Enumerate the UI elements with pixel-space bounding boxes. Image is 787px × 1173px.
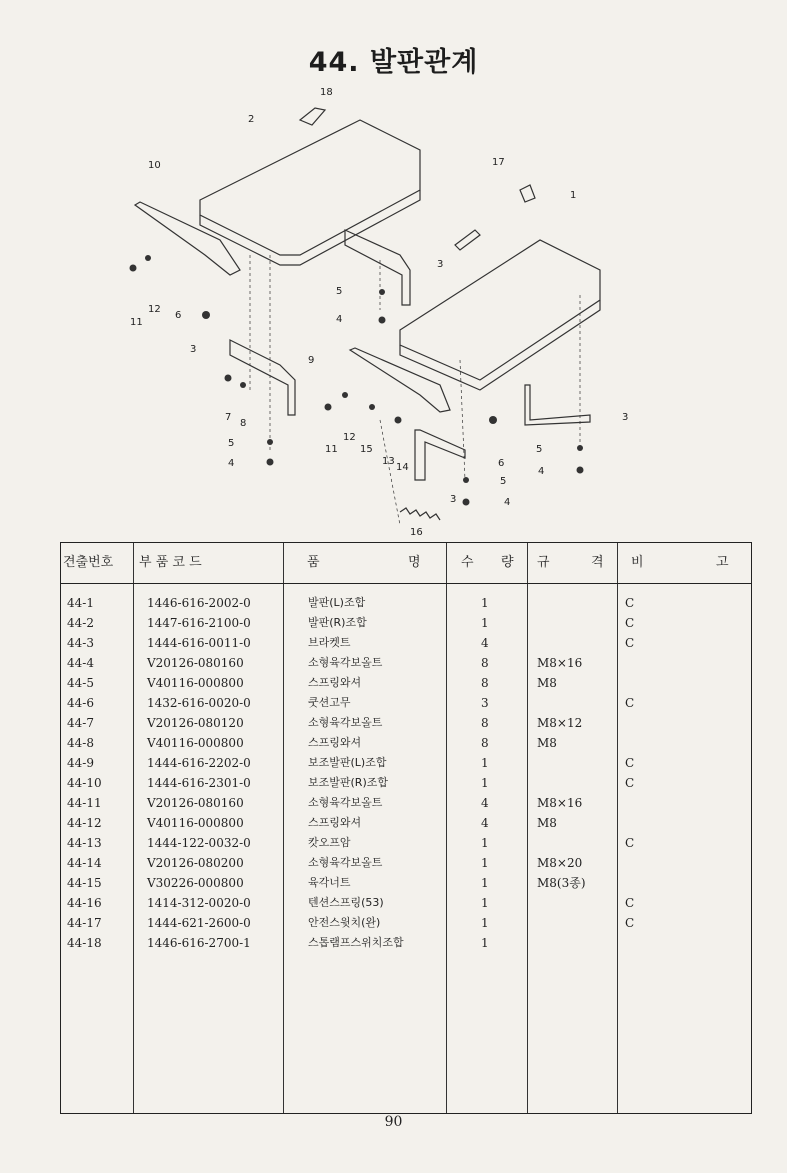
- cell-code: 1444-616-2202-0: [147, 756, 251, 770]
- cell-qty: 4: [481, 816, 489, 830]
- cell-qty: 4: [481, 636, 489, 650]
- cell-no: 44-11: [67, 796, 102, 810]
- label-12a: 12: [148, 304, 161, 315]
- table-row: [61, 693, 751, 713]
- cell-code: 1444-621-2600-0: [147, 916, 251, 930]
- label-4c: 4: [504, 497, 511, 508]
- table-row: [61, 653, 751, 673]
- bracket-left: [230, 340, 295, 415]
- cell-code: V30226-000800: [147, 876, 244, 890]
- label-11a: 11: [130, 317, 143, 328]
- label-3b: 3: [190, 344, 197, 355]
- cell-no: 44-3: [67, 636, 94, 650]
- cell-qty: 8: [481, 656, 489, 670]
- header-note-a: 비: [631, 555, 644, 570]
- cell-qty: 4: [481, 796, 489, 810]
- cell-code: 1444-616-0011-0: [147, 636, 251, 650]
- left-step-arm: [135, 202, 240, 275]
- cell-name: 소형육각보올트: [308, 856, 383, 869]
- bolt-11b-icon: [325, 404, 332, 411]
- cell-note: C: [625, 596, 635, 610]
- cell-no: 44-7: [67, 716, 94, 730]
- cell-qty: 1: [481, 756, 489, 770]
- cell-name: 소형육각보올트: [308, 716, 383, 729]
- right-step-arm: [350, 348, 450, 412]
- cell-code: 1447-616-2100-0: [147, 616, 251, 630]
- table-row: [61, 933, 751, 953]
- bracket-top: [345, 230, 410, 305]
- cell-name: 텐션스프링(53): [308, 896, 384, 909]
- cell-code: V40116-000800: [147, 676, 244, 690]
- cell-spec: M8×16: [537, 796, 583, 810]
- cell-code: V20126-080120: [147, 716, 244, 730]
- stop-lamp-switch: [300, 108, 325, 125]
- washer-8-icon: [240, 382, 246, 388]
- cell-note: C: [625, 776, 635, 790]
- label-14: 14: [396, 462, 409, 473]
- cell-note: C: [625, 896, 635, 910]
- cell-code: 1432-616-0020-0: [147, 696, 251, 710]
- cell-code: 1444-122-0032-0: [147, 836, 251, 850]
- bolt-4-icon: [267, 459, 274, 466]
- cell-code: 1444-616-2301-0: [147, 776, 251, 790]
- cell-name: 안전스윗치(완): [308, 916, 381, 929]
- header-spec-a: 규: [537, 555, 550, 570]
- header-code: 부 품 코 드: [139, 555, 202, 570]
- safety-switch: [455, 230, 480, 250]
- cell-qty: 1: [481, 856, 489, 870]
- cell-note: C: [625, 616, 635, 630]
- page-title: 44. 발판관계: [308, 47, 479, 78]
- cushion-6b-icon: [489, 416, 497, 424]
- cell-qty: 1: [481, 616, 489, 630]
- nut-15-icon: [369, 404, 375, 410]
- cell-qty: 1: [481, 936, 489, 950]
- label-13: 13: [382, 456, 395, 467]
- cell-note: C: [625, 636, 635, 650]
- label-1: 1: [570, 190, 577, 201]
- cell-qty: 1: [481, 836, 489, 850]
- left-plate-shape: [200, 120, 420, 255]
- cell-no: 44-14: [67, 856, 102, 870]
- cell-spec: M8: [537, 816, 557, 830]
- cell-spec: M8×16: [537, 656, 583, 670]
- label-4d: 4: [538, 466, 545, 477]
- switch-cap: [520, 185, 535, 202]
- bolt-4d-icon: [577, 467, 584, 474]
- label-7: 7: [225, 412, 232, 423]
- cell-qty: 1: [481, 896, 489, 910]
- header-spec-b: 격: [591, 555, 604, 570]
- cell-note: C: [625, 696, 635, 710]
- cell-name: 발판(R)조합: [308, 616, 367, 629]
- cell-code: V20126-080200: [147, 856, 244, 870]
- cell-qty: 1: [481, 776, 489, 790]
- label-5c: 5: [500, 476, 507, 487]
- label-15: 15: [360, 444, 373, 455]
- cell-note: C: [625, 916, 635, 930]
- cell-name: 소형육각보올트: [308, 656, 383, 669]
- exploded-parts-diagram: [100, 80, 660, 540]
- cell-name: 브라켓트: [308, 636, 351, 649]
- header-qty-b: 량: [501, 555, 514, 570]
- table-row: [61, 633, 751, 653]
- washer-5c-icon: [463, 477, 469, 483]
- cell-no: 44-17: [67, 916, 102, 930]
- cell-qty: 3: [481, 696, 489, 710]
- label-4a: 4: [336, 314, 343, 325]
- cell-code: 1446-616-2700-1: [147, 936, 251, 950]
- cell-name: 육각너트: [308, 876, 351, 889]
- cell-spec: M8(3종): [537, 876, 586, 890]
- cell-no: 44-12: [67, 816, 102, 830]
- table-row: [61, 593, 751, 613]
- cell-name: 스톱램프스위치조합: [308, 936, 404, 949]
- cell-spec: M8×12: [537, 716, 583, 730]
- table-row: [61, 833, 751, 853]
- cell-note: C: [625, 756, 635, 770]
- cell-no: 44-1: [67, 596, 94, 610]
- table-row: [61, 733, 751, 753]
- header-qty-a: 수: [461, 555, 474, 570]
- cell-no: 44-9: [67, 756, 94, 770]
- label-9: 9: [308, 355, 315, 366]
- bracket-bottom: [415, 430, 465, 480]
- cell-code: V20126-080160: [147, 796, 244, 810]
- cell-qty: 1: [481, 596, 489, 610]
- label-5d: 5: [536, 444, 543, 455]
- cell-qty: 8: [481, 736, 489, 750]
- cell-qty: 1: [481, 876, 489, 890]
- cell-name: 스프링와셔: [308, 816, 362, 829]
- cell-qty: 1: [481, 916, 489, 930]
- header-name-b: 명: [408, 555, 421, 570]
- right-plate-shape: [400, 240, 600, 380]
- washer-5d-icon: [577, 445, 583, 451]
- bolt-4c-icon: [463, 499, 470, 506]
- cell-name: 캇오프암: [308, 836, 351, 849]
- bolt-4b-icon: [379, 317, 386, 324]
- label-2: 2: [248, 114, 255, 125]
- cell-qty: 8: [481, 676, 489, 690]
- cell-note: C: [625, 836, 635, 850]
- table-row: [61, 893, 751, 913]
- table-row: [61, 853, 751, 873]
- header-no: 견출번호: [63, 555, 114, 570]
- cell-name: 스프링와셔: [308, 676, 362, 689]
- cell-name: 발판(L)조합: [308, 596, 366, 609]
- label-17: 17: [492, 157, 505, 168]
- label-10: 10: [148, 160, 161, 171]
- label-5b: 5: [228, 438, 235, 449]
- cell-no: 44-5: [67, 676, 94, 690]
- cell-no: 44-6: [67, 696, 94, 710]
- washer-5-icon: [267, 439, 273, 445]
- label-6b: 6: [498, 458, 505, 469]
- cell-name: 보조발판(L)조합: [308, 756, 387, 769]
- cell-no: 44-8: [67, 736, 94, 750]
- bolt-14-icon: [395, 417, 402, 424]
- cell-name: 스프링와셔: [308, 736, 362, 749]
- label-3a: 3: [437, 259, 444, 270]
- table-row: [61, 873, 751, 893]
- label-5a: 5: [336, 286, 343, 297]
- table-row: [61, 793, 751, 813]
- table-row: [61, 913, 751, 933]
- cell-code: V20126-080160: [147, 656, 244, 670]
- cell-no: 44-15: [67, 876, 102, 890]
- table-row: [61, 613, 751, 633]
- page-number: 90: [384, 1114, 403, 1130]
- header-note-b: 고: [716, 555, 729, 570]
- cell-no: 44-18: [67, 936, 102, 950]
- cell-name: 소형육각보올트: [308, 796, 383, 809]
- cell-no: 44-13: [67, 836, 102, 850]
- washer-5b-icon: [379, 289, 385, 295]
- cell-qty: 8: [481, 716, 489, 730]
- cell-name: 보조발판(R)조합: [308, 776, 388, 789]
- cell-code: 1446-616-2002-0: [147, 596, 251, 610]
- tension-spring: [400, 508, 440, 520]
- cell-no: 44-10: [67, 776, 102, 790]
- cell-no: 44-4: [67, 656, 94, 670]
- label-8: 8: [240, 418, 247, 429]
- table-row: [61, 753, 751, 773]
- label-3c: 3: [622, 412, 629, 423]
- label-11b: 11: [325, 444, 338, 455]
- bolt-7-icon: [225, 375, 232, 382]
- cell-spec: M8: [537, 736, 557, 750]
- cell-no: 44-16: [67, 896, 102, 910]
- label-12b: 12: [343, 432, 356, 443]
- cell-code: V40116-000800: [147, 816, 244, 830]
- cell-spec: M8×20: [537, 856, 583, 870]
- cushion-6-icon: [202, 311, 210, 319]
- cell-name: 쿳션고무: [308, 696, 351, 709]
- parts-table: [60, 542, 752, 1114]
- header-name-a: 품: [307, 555, 320, 570]
- cell-spec: M8: [537, 676, 557, 690]
- bolt-11-icon: [130, 265, 137, 272]
- cell-no: 44-2: [67, 616, 94, 630]
- table-row: [61, 673, 751, 693]
- label-16: 16: [410, 527, 423, 538]
- table-row: [61, 773, 751, 793]
- table-row: [61, 813, 751, 833]
- label-3d: 3: [450, 494, 457, 505]
- label-4b: 4: [228, 458, 235, 469]
- washer-12-icon: [145, 255, 151, 261]
- label-6a: 6: [175, 310, 182, 321]
- cell-code: V40116-000800: [147, 736, 244, 750]
- cell-code: 1414-312-0020-0: [147, 896, 251, 910]
- label-18: 18: [320, 87, 333, 98]
- washer-12b-icon: [342, 392, 348, 398]
- table-row: [61, 713, 751, 733]
